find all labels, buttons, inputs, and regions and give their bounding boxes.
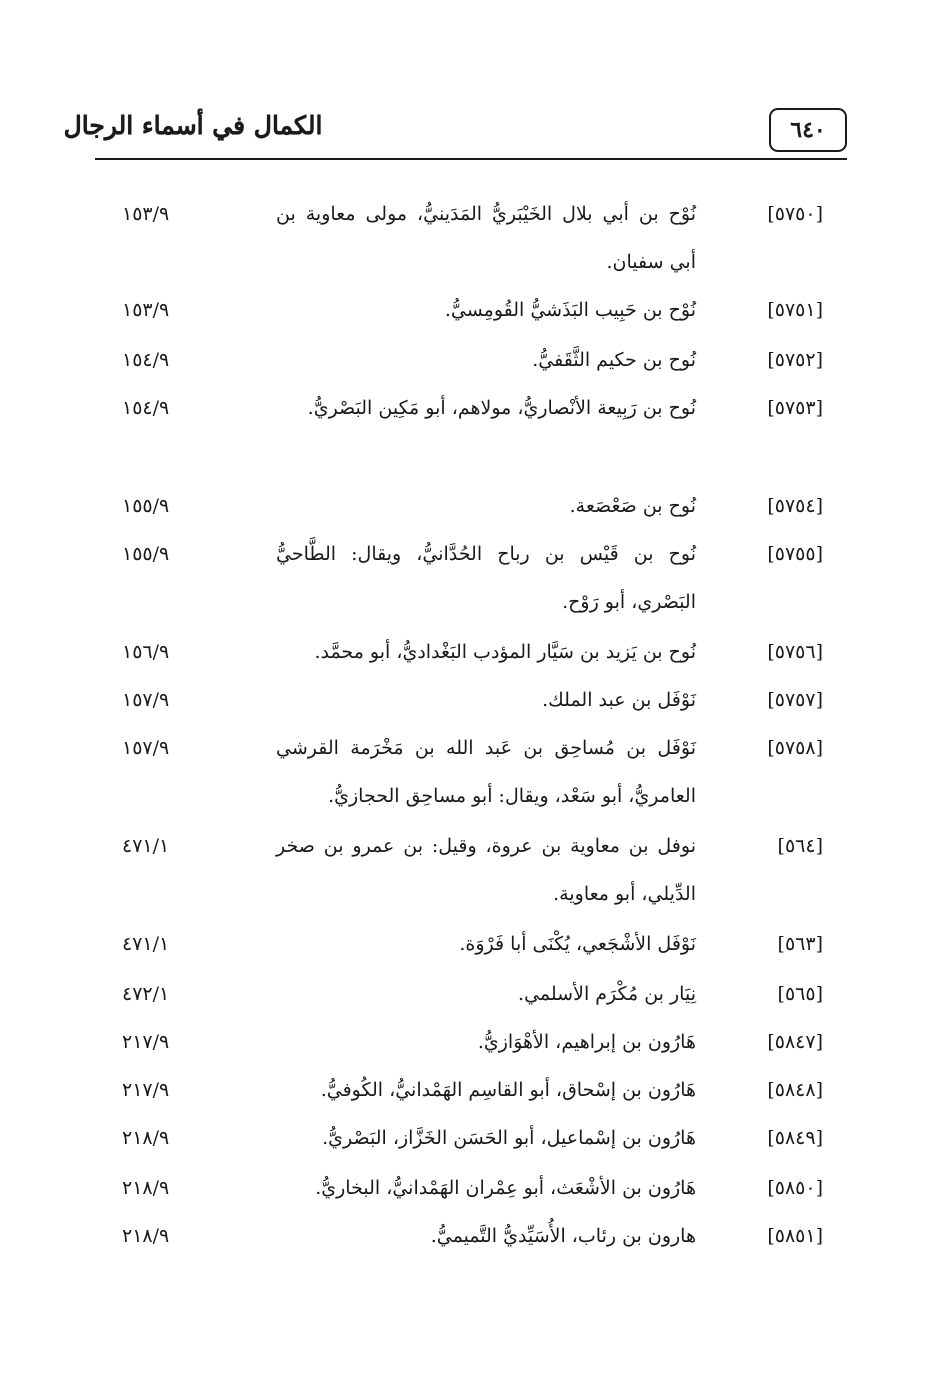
entry-reference: ١٥٧/٩: [122, 689, 170, 711]
entry-text: هَارُون بن إبراهيم، الأهْوَازيُّ.: [477, 1031, 696, 1053]
entry-number: [٥٧٥٧]: [767, 689, 823, 711]
entry-text: هَارُون بن الأشْعَث، أبو عِمْران الهَمْدانيُّ، البخاريُّ.: [315, 1177, 696, 1199]
book-title: الكمال في أسماء الرجال: [63, 110, 323, 140]
entry-text: نُوح بن صَعْصَعة.: [569, 495, 696, 517]
page-header: [63, 98, 847, 160]
entry-number: [٥٨٤٩]: [767, 1127, 823, 1149]
entry-reference: ٤٧٢/١: [122, 983, 170, 1005]
entry-text: هَارُون بن إسْماعيل، أبو الحَسَن الخَزَّاز، البَصْريُّ.: [322, 1127, 696, 1149]
header-rule: [95, 158, 847, 160]
entry-number: [٥٧٥٥]: [767, 543, 823, 565]
entry-number: [٥٨٥١]: [767, 1225, 823, 1247]
entry-reference: ٢١٨/٩: [122, 1127, 170, 1149]
entry-text: نُوح بن حكيم الثَّقَفيُّ.: [532, 349, 696, 371]
entry-reference: ١٥٧/٩: [122, 737, 170, 759]
entry-text: هَارُون بن إسْحاق، أبو القاسِم الهَمْدانيُّ، الكُوفيُّ.: [320, 1079, 696, 1101]
entry-reference: ١٥٥/٩: [122, 495, 170, 517]
entry-number: [٥٦٤]: [777, 835, 823, 857]
entry-number: [٥٨٤٧]: [767, 1031, 823, 1053]
entry-reference: ١٥٤/٩: [122, 349, 170, 371]
entry-text: نُوح بن رَبِيعة الأنْصاريُّ، مولاهم، أبو مَكِين البَصْريُّ.: [307, 397, 696, 419]
entry-reference: ٢١٧/٩: [122, 1079, 170, 1101]
entry-reference: ٢١٨/٩: [122, 1225, 170, 1247]
entry-number: [٥٧٥٣]: [767, 397, 823, 419]
entry-text: نوفل بن معاوية بن عروة، وقيل: بن عمرو بن صخر الدِّيلي، أبو معاوية.: [276, 835, 696, 905]
entry-text: نُوح بن يَزيد بن سَيَّار المؤدب البَغْداديُّ، أبو محمَّد.: [314, 641, 696, 663]
entry-text: هارون بن رئاب، الأُسَيِّديُّ التَّميميُّ.: [430, 1225, 696, 1247]
entry-text: نُوْح بن حَبِيب البَذَشيُّ القُومِسيُّ.: [444, 299, 696, 321]
entry-reference: ١٥٥/٩: [122, 543, 170, 565]
entry-reference: ٤٧١/١: [122, 933, 170, 955]
entry-text: نُوح بن قَيْس بن رباح الحُدَّانيُّ، ويقال: الطَّاحيُّ البَصْري، أبو رَوْح.: [276, 543, 696, 613]
entry-number: [٥٧٥٦]: [767, 641, 823, 663]
entry-reference: ١٥٦/٩: [122, 641, 170, 663]
entry-number: [٥٦٥]: [777, 983, 823, 1005]
entry-reference: ٢١٧/٩: [122, 1031, 170, 1053]
entry-number: [٥٧٥٢]: [767, 349, 823, 371]
entry-text: نَوْفَل الأشْجَعي، يُكْنَى أبا فَرْوَة.: [459, 933, 696, 955]
entry-number: [٥٨٤٨]: [767, 1079, 823, 1101]
entry-text: نُوْح بن أبي بلال الخَيْبَريُّ المَدَينيُّ، مولى معاوية بن أبي سفيان.: [276, 203, 696, 273]
entry-number: [٥٧٥٤]: [767, 495, 823, 517]
entry-text: نَوْفَل بن عبد الملك.: [542, 689, 696, 711]
entry-reference: ١٥٣/٩: [122, 203, 170, 225]
entry-reference: ١٥٣/٩: [122, 299, 170, 321]
entry-reference: ٤٧١/١: [122, 835, 170, 857]
entry-number: [٥٧٥٠]: [767, 203, 823, 225]
page-number: ٦٤٠: [769, 108, 847, 152]
entry-text: نَوْفَل بن مُساحِق بن عَبد الله بن مَخْرَمة القرشي العامريُّ، أبو سَعْد، ويقال: أبو مساحِق الحجازيُّ.: [276, 737, 696, 807]
entry-number: [٥٦٣]: [777, 933, 823, 955]
entry-reference: ١٥٤/٩: [122, 397, 170, 419]
entry-number: [٥٨٥٠]: [767, 1177, 823, 1199]
entry-number: [٥٧٥٨]: [767, 737, 823, 759]
entry-reference: ٢١٨/٩: [122, 1177, 170, 1199]
entry-text: نِيَار بن مُكْرَم الأسلمي.: [518, 983, 696, 1005]
entry-number: [٥٧٥١]: [767, 299, 823, 321]
